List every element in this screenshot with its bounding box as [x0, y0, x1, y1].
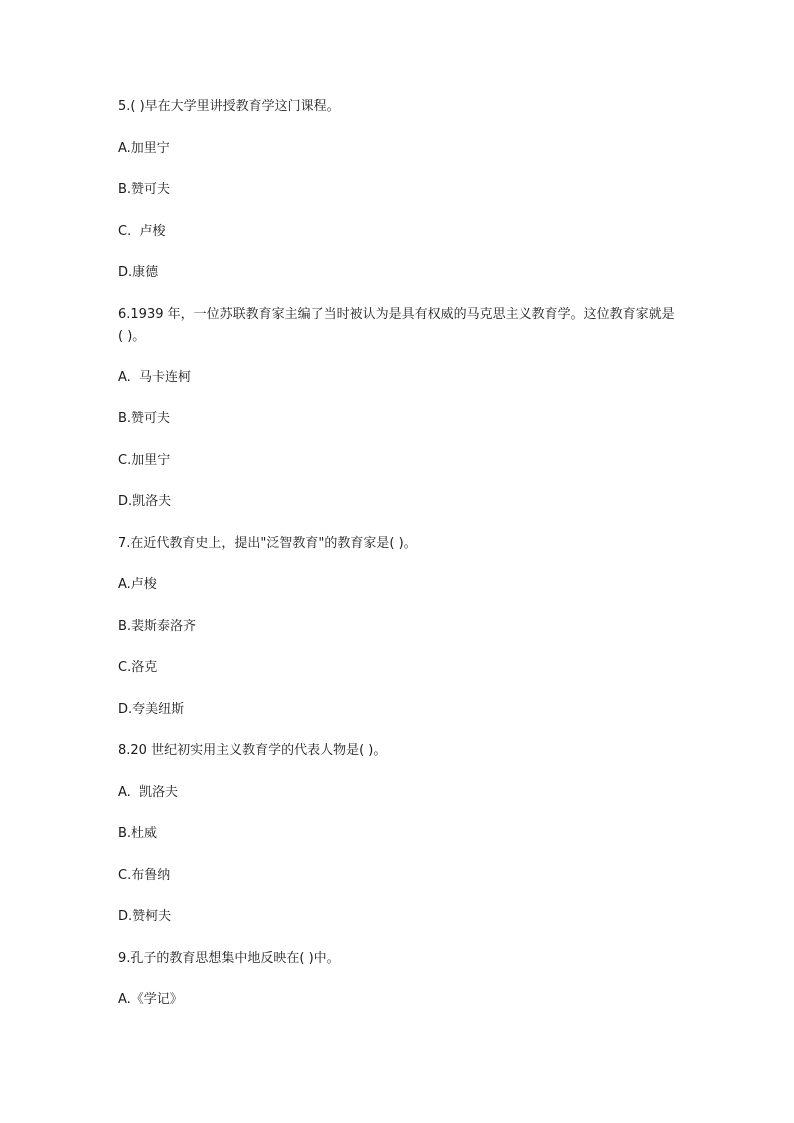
question-6-stem: 6.1939 年，一位苏联教育家主编了当时被认为是具有权威的马克思主义教育学。这位教育家就是( )。: [118, 307, 675, 344]
question-5-option-b: B.赞可夫: [118, 182, 171, 197]
question-6-option-a: A. 马卡连柯: [118, 370, 192, 385]
question-6-option-d: D.凯洛夫: [118, 494, 172, 509]
question-5-option-c: C. 卢梭: [118, 224, 166, 239]
question-8-stem: 8.20 世纪初实用主义教育学的代表人物是( )。: [118, 743, 387, 758]
question-7-option-b: B.裴斯泰洛齐: [118, 619, 197, 634]
question-7-option-d: D.夸美纽斯: [118, 702, 185, 717]
question-6-option-c: C.加里宁: [118, 453, 171, 468]
question-9-option-a: A.《学记》: [118, 992, 183, 1007]
question-8-option-a: A. 凯洛夫: [118, 785, 179, 800]
question-5-option-d: D.康德: [118, 265, 159, 280]
question-8-option-c: C.布鲁纳: [118, 868, 171, 883]
question-6-option-b: B.赞可夫: [118, 411, 171, 426]
question-8-option-b: B.杜威: [118, 826, 158, 841]
question-7-stem: 7.在近代教育史上，提出"泛智教育"的教育家是( )。: [118, 536, 417, 551]
question-8-option-d: D.赞柯夫: [118, 909, 172, 924]
question-7-option-c: C.洛克: [118, 660, 158, 675]
question-5-option-a: A.加里宁: [118, 141, 170, 156]
question-7-option-a: A.卢梭: [118, 577, 157, 592]
question-9-stem: 9.孔子的教育思想集中地反映在( )中。: [118, 951, 340, 966]
question-5-stem: 5.( )早在大学里讲授教育学这门课程。: [118, 99, 340, 114]
